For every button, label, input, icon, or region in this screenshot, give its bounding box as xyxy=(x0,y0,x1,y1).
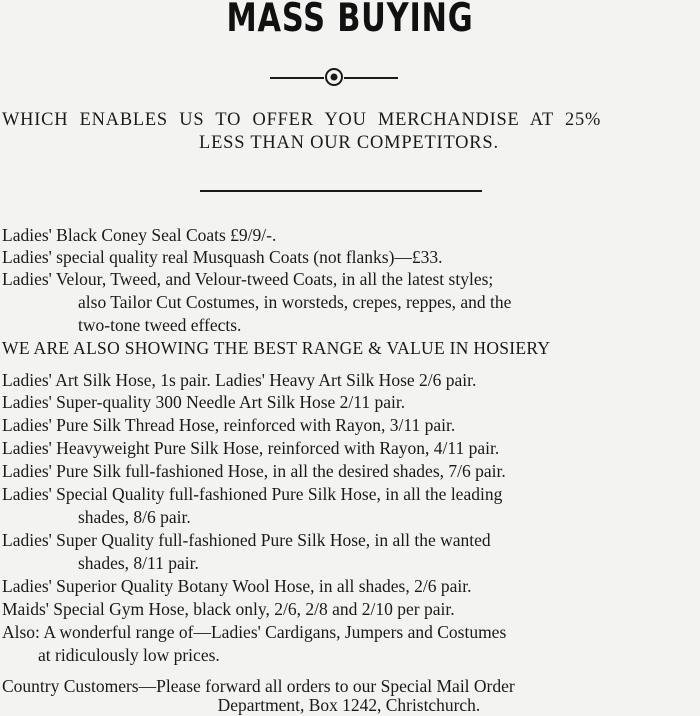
hosiery-line-12: Also: A wonderful range of—Ladies' Cardigans, Jumpers and Costumes xyxy=(2,622,507,642)
hosiery-line-4: Ladies' Heavyweight Pure Silk Hose, reinforced with Rayon, 4/11 pair. xyxy=(2,438,500,458)
hosiery-line-10: Ladies' Superior Quality Botany Wool Hose, in all shades, 2/6 pair. xyxy=(2,576,472,596)
hosiery-line-3: Ladies' Pure Silk Thread Hose, reinforced with Rayon, 3/11 pair. xyxy=(2,415,456,435)
ornament-divider xyxy=(268,66,400,88)
coat-line-1: Ladies' Black Coney Seal Coats £9/9/-. xyxy=(2,225,277,245)
headline-title: MASS BUYING xyxy=(226,0,474,41)
hosiery-line-1: Ladies' Art Silk Hose, 1s pair. Ladies' Heavy Art Silk Hose 2/6 pair. xyxy=(2,370,477,390)
coat-line-4: also Tailor Cut Costumes, in worsteds, crepes, reppes, and the xyxy=(78,292,512,312)
subtitle-line-2: LESS THAN OUR COMPETITORS. xyxy=(199,133,499,153)
section-divider xyxy=(200,190,482,192)
footer-line-1: Country Customers—Please forward all orders to our Special Mail Order xyxy=(2,676,515,696)
hosiery-line-9: shades, 8/11 pair. xyxy=(78,553,199,573)
hosiery-line-7: shades, 8/6 pair. xyxy=(78,507,191,527)
hosiery-line-5: Ladies' Pure Silk full-fashioned Hose, in all the desired shades, 7/6 pair. xyxy=(2,461,506,481)
coat-line-5: two-tone tweed effects. xyxy=(78,315,242,335)
coat-line-3: Ladies' Velour, Tweed, and Velour-tweed Coats, in all the latest styles; xyxy=(2,269,494,289)
footer-line-2: Department, Box 1242, Christchurch. xyxy=(217,695,481,715)
hosiery-banner: WE ARE ALSO SHOWING THE BEST RANGE & VALUE IN HOSIERY xyxy=(2,338,551,358)
subtitle-line-1: WHICH ENABLES US TO OFFER YOU MERCHANDISE AT 25% xyxy=(2,110,602,130)
hosiery-line-2: Ladies' Super-quality 300 Needle Art Silk Hose 2/11 pair. xyxy=(2,392,406,412)
hosiery-line-8: Ladies' Super Quality full-fashioned Pure Silk Hose, in all the wanted xyxy=(2,530,491,550)
hosiery-line-6: Ladies' Special Quality full-fashioned Pure Silk Hose, in all the leading xyxy=(2,484,503,504)
coat-line-2: Ladies' special quality real Musquash Coats (not flanks)—£33. xyxy=(2,247,443,267)
hosiery-line-13: at ridiculously low prices. xyxy=(38,645,220,665)
hosiery-line-11: Maids' Special Gym Hose, black only, 2/6, 2/8 and 2/10 per pair. xyxy=(2,599,455,619)
